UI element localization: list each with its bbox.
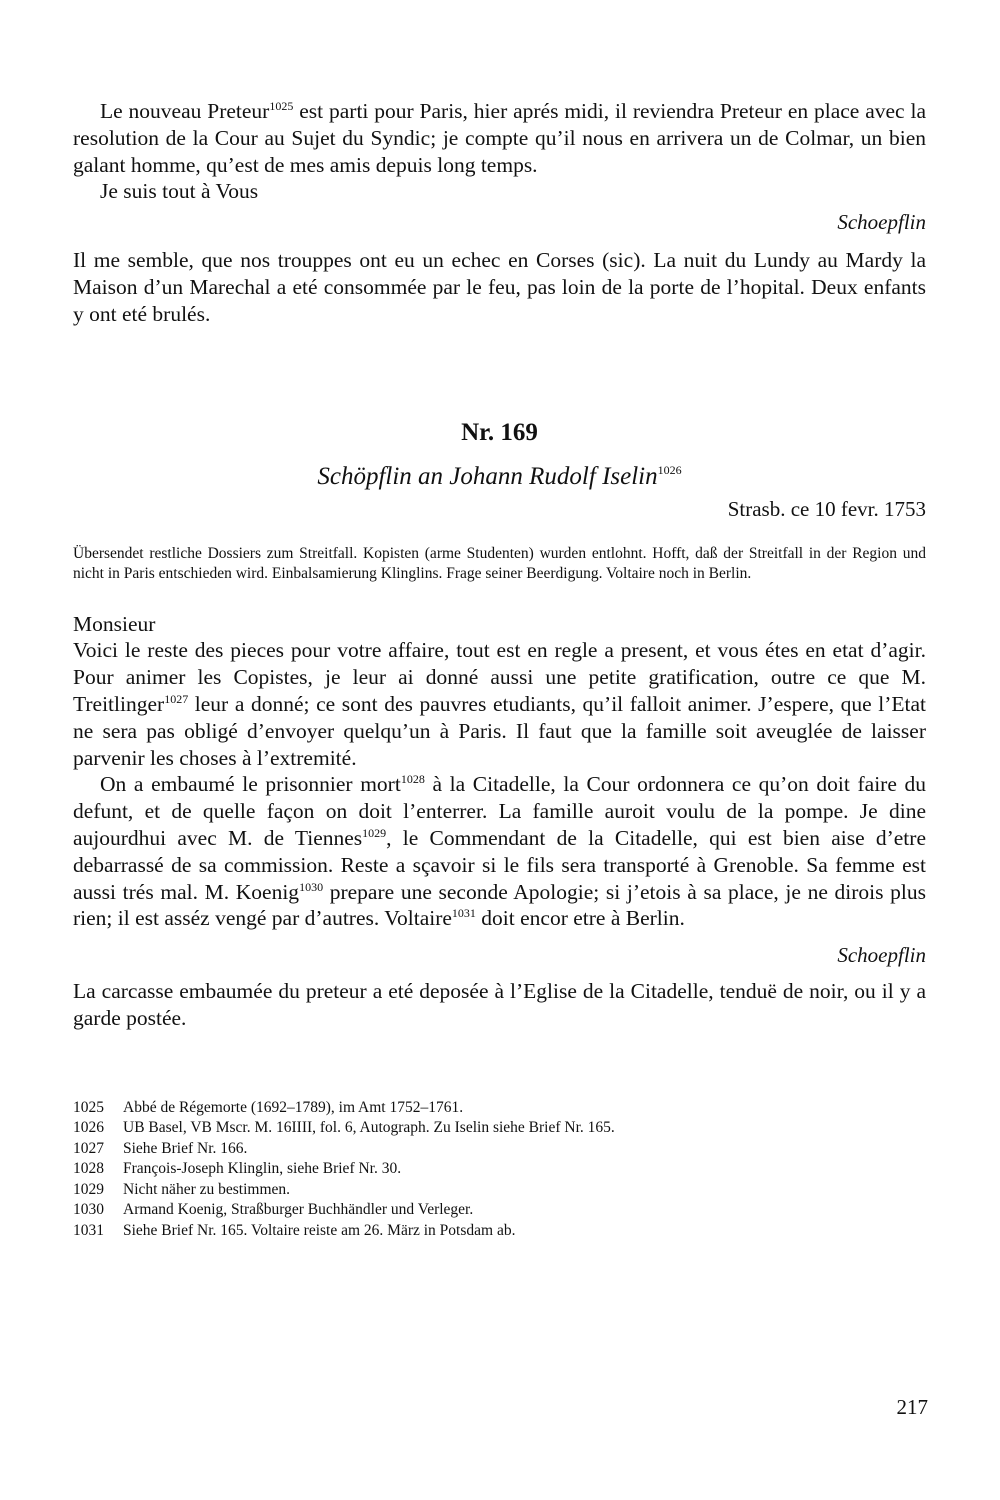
paragraph-2: On a embaumé le prisonnier mort$^{1028}$ à la Citadelle, la Cour ordonnera ce qu’on doit faire du defunt, et de quelle façon on doit l’enterrer. La famille auroit voulu de la pompe. Je dine aujourdhui avec M. de Tiennes$^{1029}$, le Commendant de la Citadelle, qui est bien aise d’etre debarrassé de sa commission. Reste a sçavoir si le fils sera transporté à Grenoble. Sa femme est aussi trés mal. M. Koenig$^{1030}$ prepare une seconde Apologie; si j’etois à sa place, je ne dirois plus rien; il est asséz vengé par d’autres. Voltaire$^{1031}$ doit encor etre à Berlin. xyxy=(73,772,926,931)
footnote-ref-1031[interactable]: 1031 xyxy=(451,906,476,921)
letter-title: Schöpflin an Johann Rudolf Iselin$^{1026}$ xyxy=(317,462,682,490)
footnote-ref-1027[interactable]: 1027 xyxy=(164,691,189,706)
salutation: Monsieur xyxy=(73,611,156,636)
footnote: 1030 Armand Koenig, Straßburger Buchhändler und Verleger. xyxy=(73,1201,474,1219)
closing-line: Je suis tout à Vous xyxy=(100,179,259,204)
paragraph-1: Voici le reste des pieces pour votre affaire, tout est en regle a present, et vous étes en etat d’agir. Pour animer les Copistes, je leur ai donné aussi une petite gratification, outre ce que M. Treitlinger$^{1027}$ leur a donné; ce sont des pauvres etudiants, qu’il falloit animer. J’espere, que l’Etat ne sera pas obligé d’envoyer quelqu’un à Paris. Il faut que la famille soit aveuglée de laisser parvenir les choses à l’extremité. xyxy=(73,638,926,770)
footnote: 1028 François-Joseph Klinglin, siehe Brief Nr. 30. xyxy=(73,1160,402,1178)
footnote-ref-1029[interactable]: 1029 xyxy=(362,825,387,840)
letter-signature: Schoepflin xyxy=(837,943,926,968)
signature: Schoepflin xyxy=(837,210,926,235)
letter-postscript: La carcasse embaumée du preteur a eté deposée à l’Eglise de la Citadelle, tenduë de noir, ou il y a garde postée. xyxy=(73,979,926,1030)
postscript: Il me semble, que nos trouppes ont eu un echec en Corses (sic). La nuit du Lundy au Mardy la Maison d’un Marechal a eté consommée par le feu, pas loin de la porte de l’hopital. Deux enfants y ont eté brulés. xyxy=(73,248,926,326)
footnote: 1027 Siehe Brief Nr. 166. xyxy=(73,1139,248,1157)
footnotes xyxy=(73,1098,926,1242)
letter-summary: Übersendet restliche Dossiers zum Streitfall. Kopisten (arme Studenten) wurden entlohnt. Hofft, daß der Streitfall in der Region und nicht in Paris entschieden wird. Einbalsamierung Klinglins. Frage seiner Beerdigung. Voltaire noch in Berlin. xyxy=(73,544,926,583)
footnote: 1025 Abbé de Régemorte (1692–1789), im Amt 1752–1761. xyxy=(73,1098,464,1116)
page-content xyxy=(73,98,926,1241)
letter-date: Strasb. ce 10 fevr. 1753 xyxy=(727,496,926,521)
footnote: 1029 Nicht näher zu bestimmen. xyxy=(73,1180,291,1198)
footnote-ref-1030[interactable]: 1030 xyxy=(299,879,324,894)
page-number: 217 xyxy=(896,1395,928,1419)
letter-number: Nr. 169 xyxy=(461,418,538,446)
footnote: 1031 Siehe Brief Nr. 165. Voltaire reiste am 26. März in Potsdam ab. xyxy=(73,1221,516,1239)
footnote-ref-1028[interactable]: 1028 xyxy=(400,772,425,787)
footnote-ref-1025[interactable]: 1025 xyxy=(269,99,294,113)
paragraph-preteur: Le nouveau Preteur$^{1025}$ est parti pour Paris, hier aprés midi, il reviendra Preteur en place avec la resolution de la Cour au Sujet du Syndic; je compte qu’il nous en arrivera un de Colmar, un bien galant homme, qu’est de mes amis depuis long temps. xyxy=(73,99,926,177)
footnote-ref-1026[interactable]: 1026 xyxy=(657,462,682,477)
footnote: 1026 UB Basel, VB Mscr. M. 16IIII, fol. 6, Autograph. Zu Iselin siehe Brief Nr. 165. xyxy=(73,1119,615,1137)
